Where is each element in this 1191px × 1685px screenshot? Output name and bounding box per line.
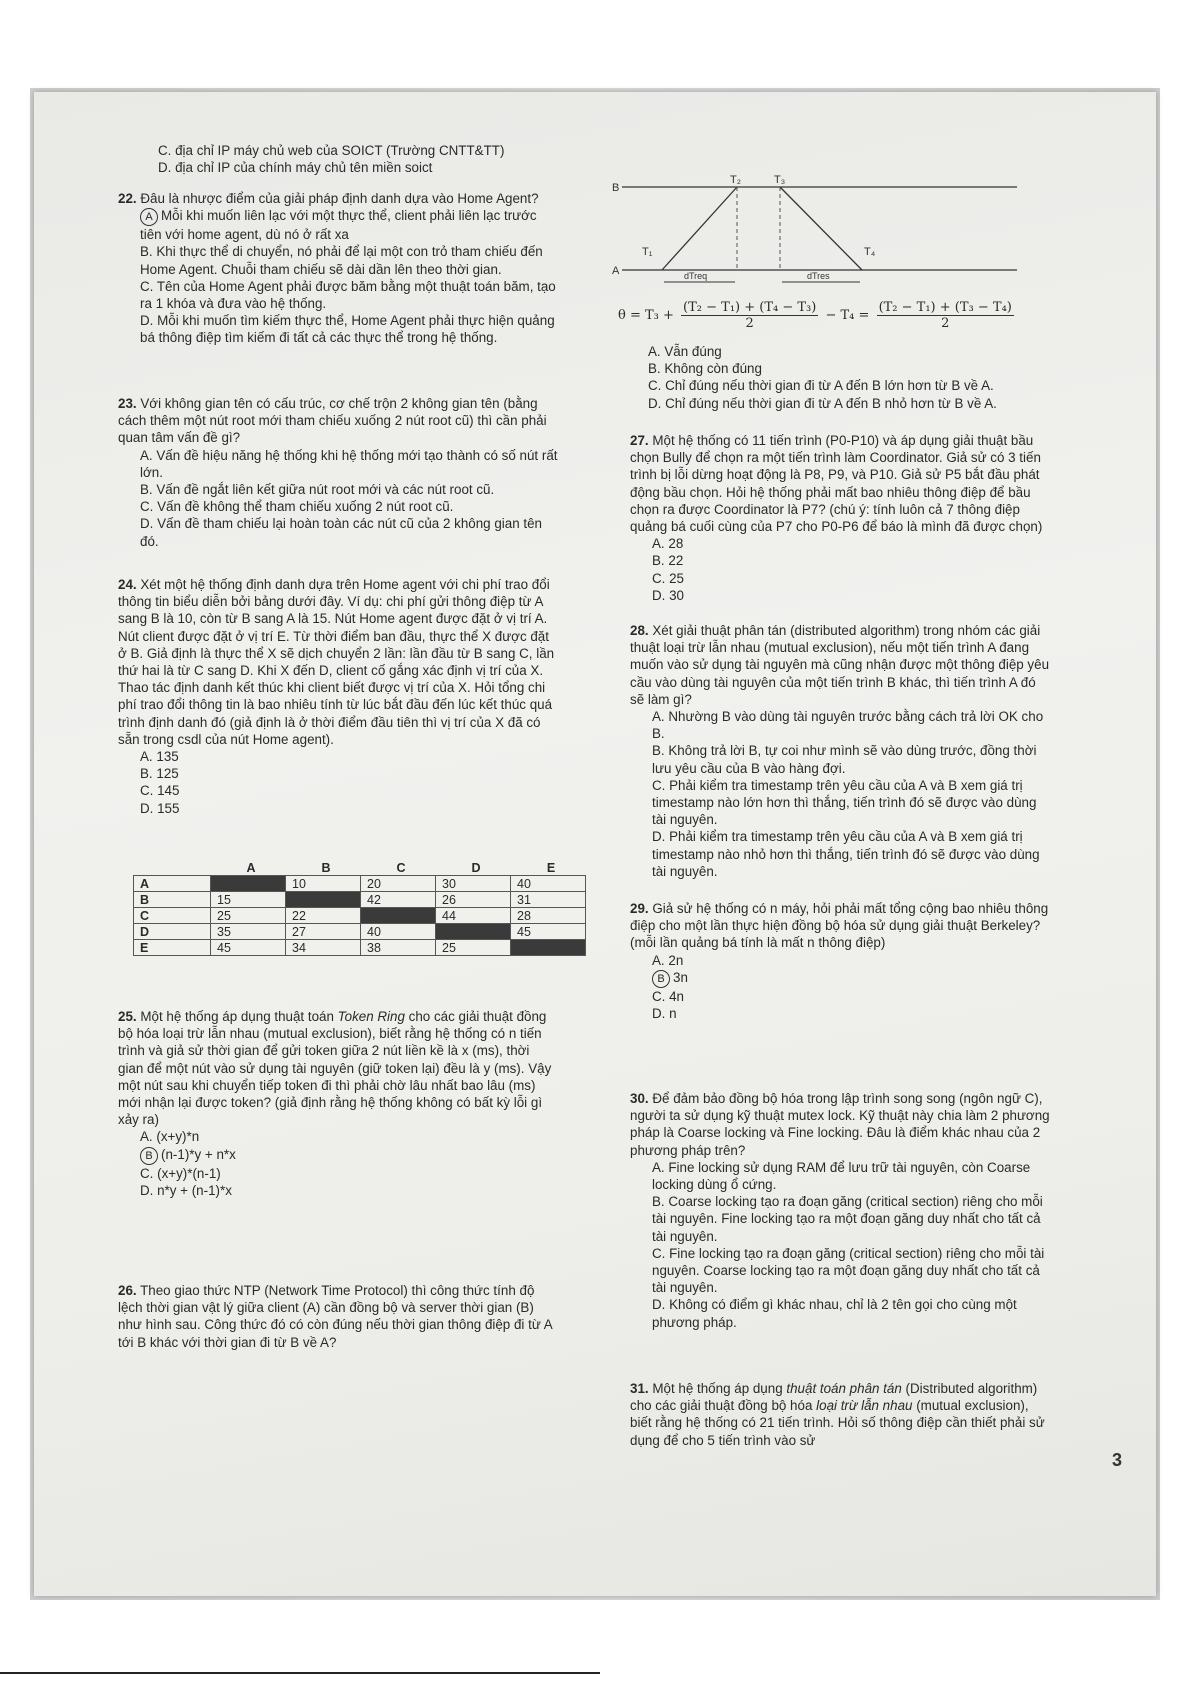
q30-option-b: B. Coarse locking tạo ra đoạn găng (critical section) riêng cho mỗi tài nguyên. Fine locking tạo ra một đoạn găng duy nhất cho tất cả tài nguyên.	[652, 1194, 1043, 1244]
cost-table-header-cell: C	[396, 860, 406, 875]
question-25	[118, 1008, 558, 1199]
q30-option-c: C. Fine locking tạo ra đoạn găng (critical section) riêng cho mỗi tài nguyên. Coarse locking tạo ra một đoạn găng duy nhất cho tất cả tài nguyên.	[652, 1245, 1045, 1296]
q29-option-c: C. 4n	[652, 988, 685, 1004]
cost-table-cell	[361, 908, 436, 924]
cost-table-cell: 40	[361, 924, 436, 940]
formula-numerator-2: (T₂ − T₁) + (T₃ − T₄)	[878, 300, 1012, 315]
cost-table-cell: 31	[511, 892, 586, 908]
cost-table-row	[134, 908, 586, 924]
q24-option-c: C. 145	[140, 783, 180, 799]
cost-table-cell: 25	[436, 940, 511, 956]
cost-table-cell: 30	[436, 876, 511, 892]
label-t4: T₄	[864, 246, 876, 258]
cost-table-cell: 22	[286, 908, 361, 924]
q25-option-a: A. (x+y)*n	[140, 1129, 200, 1145]
q28-number: 28.	[630, 623, 649, 638]
q31-stem-part3: (mutual exclusion), biết rằng hệ thống có 21 tiến trình. Hỏi số thông điệp cần thiết phải sử dụng để cho 5 tiến trình vào sử	[630, 1398, 1045, 1448]
formula-fraction-1	[681, 300, 818, 331]
q25-stem-part2: cho các giải thuật đồng bộ hóa loại trừ lẫn nhau (mutual exclusion), biết rằng hệ thống có n tiến trình và giả sử thời gian để gửi token giữa 2 nút liền kề là x (ms), thời gian để một nút vào sử dụng tài nguyên (giữ token lại) đều là y (ms). Vậy một nút sau khi chuyển tiếp token đi thì phải chờ lâu nhất bao lâu (ms) mới nhận lại được token? (giả định rằng hệ thống không có bất kỳ lỗi gì xảy ra)	[118, 1009, 552, 1128]
q23-stem: Với không gian tên có cấu trúc, cơ chế trộn 2 không gian tên (bằng cách thêm một nút root mới tham chiếu xuống 2 nút root cũ) thì cần phải quan tâm vấn đề gì?	[118, 396, 547, 446]
q30-number: 30.	[630, 1091, 649, 1106]
cost-table-cell: 15	[211, 892, 286, 908]
cost-table-row-label: D	[134, 924, 211, 940]
cost-table-row-label: A	[134, 876, 211, 892]
q29-option-a: A. 2n	[652, 952, 684, 968]
q25-option-c: C. (x+y)*(n-1)	[140, 1165, 221, 1181]
request-message-line	[662, 187, 737, 270]
q30-stem: Để đảm bảo đồng bộ hóa trong lập trình song song (ngôn ngữ C), người ta sử dụng kỹ thuật mutex lock. Kỹ thuật này chia làm 2 phương pháp là Coarse locking và Fine locking. Đâu là điểm khác nhau của 2 phương pháp trên?	[630, 1091, 1050, 1158]
q26-option-c: C. Chỉ đúng nếu thời gian đi từ A đến B lớn hơn từ B về A.	[648, 378, 994, 394]
q30-option-d: D. Không có điểm gì khác nhau, chỉ là 2 tên gọi cho cùng một phương pháp.	[652, 1297, 1017, 1330]
cost-table-header-cell: E	[546, 860, 556, 875]
question-27	[630, 432, 1050, 604]
cost-table-row	[134, 892, 586, 908]
cost-table-cell: 35	[211, 924, 286, 940]
q25-stem-part1: Một hệ thống áp dụng thuật toán	[140, 1009, 334, 1024]
question-30	[630, 1090, 1050, 1331]
q24-option-d: D. 155	[140, 800, 180, 816]
cost-table-cell: 28	[511, 908, 586, 924]
cost-table-row	[134, 940, 586, 956]
cost-table-cell	[211, 876, 286, 892]
question-28	[630, 622, 1050, 880]
cost-table-cell	[436, 924, 511, 940]
label-dtres: dTres	[807, 271, 830, 281]
q23-option-c: C. Vấn đề không thể tham chiếu xuống 2 nút root cũ.	[140, 499, 454, 515]
question-29	[630, 900, 1050, 1022]
cost-table-cell: 45	[511, 924, 586, 940]
page-number: 3	[1112, 1450, 1123, 1470]
formula-lhs: θ = T₃ +	[618, 308, 674, 323]
q24-option-b: B. 125	[140, 766, 179, 782]
q28-option-c: C. Phải kiểm tra timestamp trên yêu cầu của A và B xem giá trị timestamp nào lớn hơn thì thắng, tiến trình đó sẽ được vào dùng tài nguyên.	[652, 777, 1037, 828]
label-b: B	[612, 182, 620, 194]
question-23	[118, 395, 558, 550]
q27-stem: Một hệ thống có 11 tiến trình (P0-P10) và áp dụng giải thuật bầu chọn Bully để chọn ra một tiến trình làm Coordinator. Giả sử có 3 tiến trình bị lỗi dừng hoạt động là P8, P9, và P10. Giả sử P5 bắt đầu phát động bầu chọn. Hỏi hệ thống phải mất bao nhiêu thông điệp để bầu chọn ra được Coordinator là P7? (chú ý: tính luôn cả 7 thông điệp quảng bá cuối cùng của P7 cho P0-P6 để báo là mình đã được chọn)	[630, 433, 1043, 535]
q21-option-d: D. địa chỉ IP của chính máy chủ tên miền soict	[158, 160, 433, 176]
q28-option-d: D. Phải kiểm tra timestamp trên yêu cầu của A và B xem giá trị timestamp nào nhỏ hơn thì thắng, tiến trình đó sẽ được vào dùng tài nguyên.	[652, 829, 1040, 879]
q22-number: 22.	[118, 191, 137, 206]
label-dtreq: dTreq	[684, 271, 708, 281]
q22-option-c: C. Tên của Home Agent phải được băm bằng một thuật toán băm, tạo ra 1 khóa và đưa vào hệ thống.	[140, 278, 556, 312]
q25-option-b: (n-1)*y + n*x	[161, 1146, 236, 1162]
q22-option-b: B. Khi thực thể di chuyển, nó phải để lại một con trỏ tham chiếu đến Home Agent. Chuỗi tham chiếu sẽ dài dần lên theo thời gian.	[140, 244, 543, 277]
q22-stem: Đâu là nhược điểm của giải pháp định danh dựa vào Home Agent?	[140, 191, 539, 206]
q25-option-d: D. n*y + (n-1)*x	[140, 1182, 232, 1198]
q22-option-d: D. Mỗi khi muốn tìm kiếm thực thể, Home Agent phải thực hiện quảng bá thông điệp tìm kiếm đi tất cả các thực thể trong hệ thống.	[140, 313, 555, 346]
formula-numerator-1: (T₂ − T₁) + (T₄ − T₃)	[683, 300, 817, 315]
response-message-line	[780, 187, 862, 270]
cost-table-cell: 10	[286, 876, 361, 892]
formula-denominator-2: 2	[941, 316, 950, 331]
q29-number: 29.	[630, 901, 649, 916]
cost-table-cell	[511, 940, 586, 956]
cost-table-row-label: C	[134, 908, 211, 924]
q24-number: 24.	[118, 577, 137, 592]
question-21-tail	[118, 142, 558, 176]
q31-stem-italic-2: loại trừ lẫn nhau	[816, 1398, 913, 1414]
q23-option-a: A. Vấn đề hiệu năng hệ thống khi hệ thống mới tạo thành có số nút rất lớn.	[140, 447, 558, 480]
cost-table-header-cell: A	[246, 860, 256, 875]
q25-stem-italic: Token Ring	[337, 1009, 405, 1024]
q24-stem: Xét một hệ thống định danh dựa trên Home agent với chi phí trao đổi thông tin biểu diễn bởi bảng dưới đây. Ví dụ: chi phí gửi thông điệp từ A sang B là 10, còn từ B sang A là 15. Nút Home agent được đặt ở vị trí A. Nút client được đặt ở vị trí E. Từ thời điểm ban đầu, thực thể X được đặt ở B. Giả định là thực thể X sẽ dịch chuyển 2 lần: lần đầu từ B sang C, lần thứ hai là từ C sang D. Khi X đến D, client cố gắng xác định vị trí của X. Thao tác định danh kết thúc khi client biết được vị trí của X. Hỏi tổng chi phí trao đổi thông tin là bao nhiêu tính từ lúc bắt đầu đến lúc kết thúc quá trình định danh đó (giả định là ở thời điểm đầu tiên thì vị trí của X đã có sẵn trong csdl của nút Home agent).	[118, 577, 555, 747]
cost-table-header-cell: D	[471, 860, 481, 875]
cost-table-header-cell: B	[321, 860, 331, 875]
q28-option-b: B. Không trả lời B, tự coi như mình sẽ vào dùng trước, đồng thời lưu yêu cầu của B vào hàng đợi.	[652, 743, 1037, 776]
cost-table-row	[134, 876, 586, 892]
bottom-rule	[0, 1672, 600, 1674]
q27-number: 27.	[630, 433, 649, 448]
q21-option-c: C. địa chỉ IP máy chủ web của SOICT (Trường CNTT&TT)	[158, 143, 505, 158]
label-a: A	[612, 265, 620, 277]
label-t2: T₂	[730, 175, 741, 186]
cost-table-header-row	[134, 860, 586, 876]
desk-background-top	[0, 0, 1191, 88]
q26-option-b: B. Không còn đúng	[648, 361, 762, 377]
cost-table-cell: 38	[361, 940, 436, 956]
label-t1: T₁	[642, 246, 653, 258]
q27-option-a: A. 28	[652, 536, 684, 552]
q27-option-c: C. 25	[652, 570, 685, 586]
question-26-options	[648, 343, 1068, 412]
cost-table-row-label: B	[134, 892, 211, 908]
cost-table	[133, 860, 586, 956]
cost-table-cell: 44	[436, 908, 511, 924]
cost-table-cell: 27	[286, 924, 361, 940]
label-t3: T₃	[774, 175, 786, 186]
cost-table-cell: 42	[361, 892, 436, 908]
question-22	[118, 190, 558, 347]
q23-option-b: B. Vấn đề ngắt liên kết giữa nút root mới và các nút root cũ.	[140, 482, 495, 498]
q28-stem: Xét giải thuật phân tán (distributed algorithm) trong nhóm các giải thuật loại trừ lẫn nhau (mutual exclusion), nếu một tiến trình A đang muốn vào sử dụng tài nguyên mà cũng nhận được một thông điệp yêu cầu vào dùng tài nguyên của một tiến trình B khác, thì tiến trình A đó sẽ làm gì?	[630, 623, 1050, 707]
ntp-timing-diagram	[612, 175, 1032, 300]
q23-option-d: D. Vấn đề tham chiếu lại hoàn toàn các nút cũ của 2 không gian tên đó.	[140, 516, 542, 549]
cost-table-header-cell	[134, 860, 211, 876]
q30-option-a: A. Fine locking sử dụng RAM để lưu trữ tài nguyên, còn Coarse locking dùng ổ cứng.	[652, 1159, 1031, 1193]
q26-number: 26.	[118, 1283, 137, 1298]
cost-table-row	[134, 924, 586, 940]
q29-option-b: 3n	[673, 969, 688, 985]
cost-table-cell: 45	[211, 940, 286, 956]
cost-table-cell: 34	[286, 940, 361, 956]
formula-middle: − T₄ =	[825, 308, 870, 323]
cost-table-cell	[286, 892, 361, 908]
formula-denominator-1: 2	[745, 316, 754, 331]
q27-option-b: B. 22	[652, 553, 684, 569]
q25-answer-mark: B	[140, 1147, 158, 1165]
ntp-formula	[618, 300, 1017, 331]
q26-option-a: A. Vẫn đúng	[648, 344, 722, 359]
q29-stem: Giả sử hệ thống có n máy, hỏi phải mất tổng cộng bao nhiêu thông điệp cho một lần thực hiện đồng bộ hóa sử dụng giải thuật Berkeley? (mỗi lần quảng bá tính là mất n thông điệp)	[630, 901, 1049, 951]
q31-stem-part1: Một hệ thống áp dụng	[652, 1381, 783, 1396]
q29-option-d: D. n	[652, 1006, 677, 1022]
question-24	[118, 576, 558, 817]
q31-stem-part2: (Distributed algorithm) cho các giải thuật đồng bộ hóa	[630, 1381, 1038, 1414]
q23-number: 23.	[118, 396, 137, 411]
cost-table-row-label: E	[134, 940, 211, 956]
cost-table-cell: 26	[436, 892, 511, 908]
q24-option-a: A. 135	[140, 749, 179, 765]
q28-option-a: A. Nhường B vào dùng tài nguyên trước bằng cách trả lời OK cho B.	[652, 709, 1044, 742]
cost-table-cell: 20	[361, 876, 436, 892]
q22-answer-mark: A	[140, 208, 158, 226]
cost-table-cell: 25	[211, 908, 286, 924]
q26-option-d: D. Chỉ đúng nếu thời gian đi từ A đến B nhỏ hơn từ B về A.	[648, 395, 997, 411]
q31-stem-italic-1: thuật toán phân tán	[786, 1381, 902, 1396]
formula-fraction-2	[877, 300, 1014, 331]
q31-number: 31.	[630, 1381, 649, 1396]
q25-number: 25.	[118, 1009, 137, 1024]
q29-answer-mark: B	[652, 970, 670, 988]
question-31	[630, 1380, 1050, 1449]
q22-option-a: Mỗi khi muốn liên lạc với một thực thể, client phải liên lạc trước tiên với home agent, dù nó ở rất xa	[140, 208, 537, 243]
cost-table-cell: 40	[511, 876, 586, 892]
q26-stem: Theo giao thức NTP (Network Time Protocol) thì công thức tính độ lệch thời gian vật lý giữa client (A) cần đồng bộ và server thời gian (B) như hình sau. Công thức đó có còn đúng nếu thời gian thông điệp đi từ A tới B khác với thời gian đi từ B về A?	[118, 1283, 552, 1350]
q27-option-d: D. 30	[652, 587, 685, 603]
question-26	[118, 1282, 558, 1351]
